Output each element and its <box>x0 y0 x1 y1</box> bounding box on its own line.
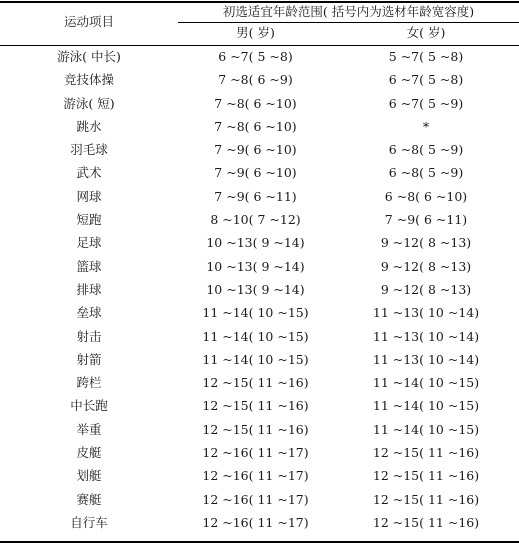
cell-female-range: 9 ~12( 8 ~13) <box>380 235 472 251</box>
table-row <box>0 139 519 162</box>
cell-event: 射箭 <box>76 351 102 367</box>
cell-event: 跨栏 <box>76 375 102 391</box>
table-body <box>0 46 519 535</box>
table-row <box>0 489 519 512</box>
cell-male-range: 12 ~16( 11 ~17) <box>202 468 309 484</box>
cell-female-range: 5 ~7( 5 ~8) <box>388 49 464 64</box>
cell-male-range: 11 ~14( 10 ~15) <box>202 351 309 367</box>
cell-event: 自行车 <box>70 514 108 530</box>
cell-male-range: 11 ~14( 10 ~15) <box>202 305 309 321</box>
cell-male-range: 11 ~14( 10 ~15) <box>202 328 309 344</box>
table-row <box>0 93 519 116</box>
cell-female-range: 6 ~8( 5 ~9) <box>388 142 464 158</box>
cell-female-range: 7 ~9( 6 ~11) <box>384 212 468 228</box>
table-row <box>0 256 519 279</box>
table-bottom-rule <box>0 541 519 543</box>
cell-event: 竞技体操 <box>63 72 114 88</box>
cell-male-range: 7 ~9( 6 ~10) <box>214 165 297 181</box>
cell-male-range: 12 ~16( 11 ~17) <box>202 514 309 530</box>
header-age-range: 初选适宜年龄范围( 括号内为选材年龄宽容度) <box>222 4 475 19</box>
table-row <box>0 69 519 92</box>
cell-female-range: 9 ~12( 8 ~13) <box>380 281 472 297</box>
cell-event: 排球 <box>76 281 102 297</box>
header-male: 男( 岁) <box>236 25 275 40</box>
cell-female-range: 6 ~7( 5 ~8) <box>388 72 464 88</box>
cell-male-range: 12 ~16( 11 ~17) <box>202 445 309 461</box>
cell-male-range: 7 ~8( 6 ~9) <box>218 72 293 88</box>
cell-male-range: 12 ~16( 11 ~17) <box>202 491 309 507</box>
cell-female-range: 6 ~8( 6 ~10) <box>384 188 468 204</box>
cell-female-range: 9 ~12( 8 ~13) <box>380 258 472 274</box>
cell-event: 网球 <box>76 188 102 204</box>
cell-male-range: 7 ~8( 6 ~10) <box>214 95 297 111</box>
cell-female-range: 11 ~14( 10 ~15) <box>372 398 480 414</box>
cell-female-range: 12 ~15( 11 ~16) <box>372 491 480 507</box>
cell-female-range: 11 ~13( 10 ~14) <box>372 328 480 344</box>
cell-event: 中长跑 <box>70 398 108 414</box>
table-row <box>0 162 519 185</box>
table-row <box>0 116 519 139</box>
cell-male-range: 7 ~9( 6 ~10) <box>214 142 297 158</box>
cell-male-range: 12 ~15( 11 ~16) <box>202 398 309 414</box>
cell-female-range: 6 ~7( 5 ~9) <box>388 95 464 111</box>
table-row <box>0 442 519 465</box>
table-row <box>0 395 519 418</box>
cell-female-range: 12 ~15( 11 ~16) <box>372 445 480 461</box>
table-row <box>0 46 519 69</box>
cell-female-range: 6 ~8( 5 ~9) <box>388 165 464 181</box>
table-row <box>0 186 519 209</box>
table-row <box>0 279 519 302</box>
table-row <box>0 302 519 325</box>
cell-event: 垒球 <box>76 305 102 321</box>
cell-event: 羽毛球 <box>70 142 108 158</box>
table-row <box>0 465 519 488</box>
cell-male-range: 12 ~15( 11 ~16) <box>202 375 309 391</box>
table-row <box>0 419 519 442</box>
cell-event: 皮艇 <box>76 445 102 461</box>
cell-female-range: * <box>422 118 430 134</box>
cell-female-range: 11 ~14( 10 ~15) <box>372 375 480 391</box>
cell-event: 射击 <box>76 328 102 344</box>
header-female: 女( 岁) <box>406 25 446 40</box>
table-row <box>0 349 519 372</box>
cell-event: 游泳( 短) <box>63 95 115 111</box>
cell-male-range: 12 ~15( 11 ~16) <box>202 421 309 437</box>
cell-female-range: 11 ~14( 10 ~15) <box>372 421 480 437</box>
cell-event: 赛艇 <box>76 491 102 507</box>
cell-male-range: 7 ~8( 6 ~10) <box>214 118 297 134</box>
cell-event: 武术 <box>76 165 102 181</box>
cell-male-range: 10 ~13( 9 ~14) <box>206 258 305 274</box>
cell-male-range: 10 ~13( 9 ~14) <box>206 281 305 297</box>
cell-event: 划艇 <box>76 468 102 484</box>
cell-female-range: 11 ~13( 10 ~14) <box>372 305 480 321</box>
cell-male-range: 8 ~10( 7 ~12) <box>210 212 301 228</box>
header-event: 运动项目 <box>63 14 114 29</box>
cell-event: 篮球 <box>76 258 102 274</box>
cell-female-range: 12 ~15( 11 ~16) <box>372 514 480 530</box>
table-row <box>0 232 519 255</box>
cell-event: 短跑 <box>76 212 102 228</box>
table-row <box>0 512 519 535</box>
cell-male-range: 7 ~9( 6 ~11) <box>214 188 297 204</box>
cell-event: 游泳( 中长) <box>57 49 121 64</box>
cell-female-range: 12 ~15( 11 ~16) <box>372 468 480 484</box>
cell-event: 足球 <box>76 235 102 251</box>
cell-female-range: 11 ~13( 10 ~14) <box>372 351 480 367</box>
cell-event: 跳水 <box>76 118 102 134</box>
table-row <box>0 372 519 395</box>
table-row <box>0 209 519 232</box>
cell-male-range: 10 ~13( 9 ~14) <box>206 235 305 251</box>
cell-male-range: 6 ~7( 5 ~8) <box>218 49 293 64</box>
table-row <box>0 326 519 349</box>
cell-event: 举重 <box>76 421 102 437</box>
